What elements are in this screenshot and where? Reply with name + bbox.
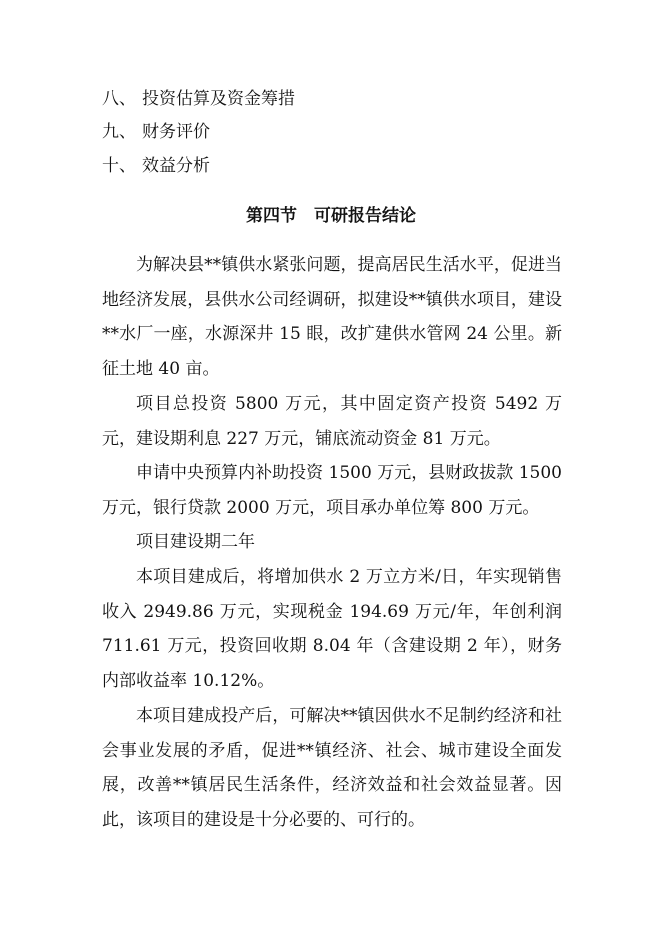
section-title: 第四节 可研报告结论	[246, 206, 416, 226]
paragraph-construction-period: 项目建设期二年	[136, 532, 255, 552]
outline-item-10	[102, 155, 210, 177]
outline-item-number: 九、	[102, 122, 136, 142]
outline-item-text: 投资估算及资金筹措	[142, 89, 295, 109]
outline-item-number: 八、	[102, 89, 136, 109]
outline-item-number: 十、	[102, 156, 136, 176]
outline-item-8	[102, 88, 295, 110]
outline-item-text: 财务评价	[142, 122, 210, 142]
outline-item-text: 效益分析	[142, 156, 210, 176]
outline-item-9	[102, 121, 210, 143]
paragraph-funding: 申请中央预算内补助投资 1500 万元，县财政拔款 1500 万元，银行贷款 2000 万元，项目承办单位筹 800 万元。	[102, 463, 562, 518]
paragraph-background: 为解决县**镇供水紧张问题，提高居民生活水平，促进当地经济发展，县供水公司经调研，拟建设**镇供水项目，建设**水厂一座，水源深井 15 眼，改扩建供水管网 24 公里。新征土地 40 亩。	[102, 255, 562, 380]
paragraph-financials: 本项目建成后，将增加供水 2 万立方米/日，年实现销售收入 2949.86 万元，实现税金 194.69 万元/年，年创利润 711.61 万元，投资回收期 8.04 年（含建设期 2 年），财务内部收益率 10.12%。	[102, 567, 562, 692]
paragraph-conclusion: 本项目建成投产后，可解决**镇因供水不足制约经济和社会事业发展的矛盾，促进**镇经济、社会、城市建设全面发展，改善**镇居民生活条件，经济效益和社会效益显著。因此，该项目的建设是十分必要的、可行的。	[102, 706, 562, 831]
paragraph-investment: 项目总投资 5800 万元，其中固定资产投资 5492 万元，建设期利息 227 万元，铺底流动资金 81 万元。	[102, 394, 562, 449]
